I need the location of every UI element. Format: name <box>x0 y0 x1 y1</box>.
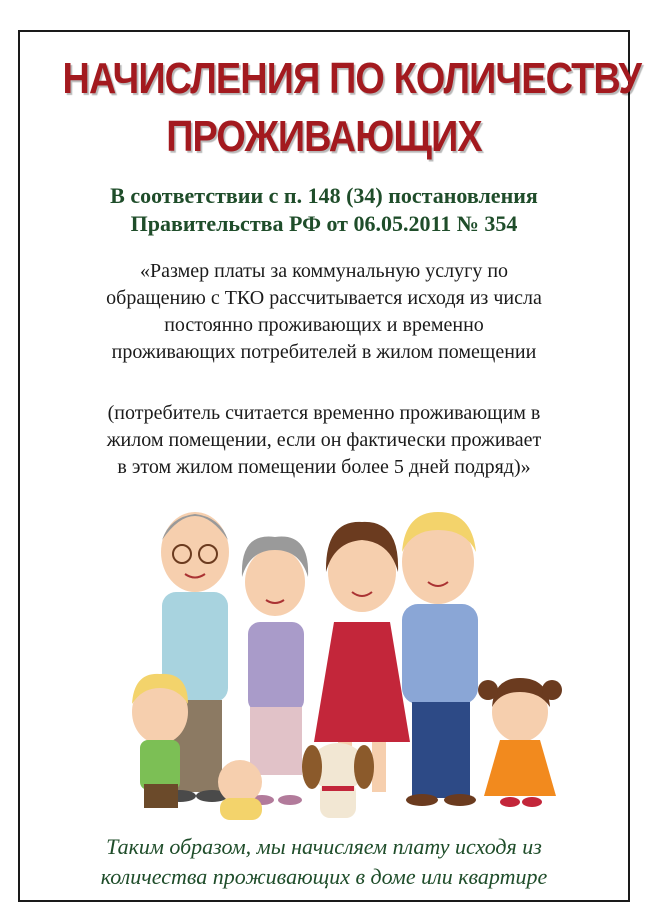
baby-figure <box>218 760 262 820</box>
legal-reference-line-1: В соответствии с п. 148 (34) постановления <box>110 183 538 208</box>
father-figure <box>402 512 478 806</box>
note-line-1: (потребитель считается временно проживающим в <box>107 402 541 424</box>
title-line-1: НАЧИСЛЕНИЯ ПО КОЛИЧЕСТВУ <box>62 54 642 103</box>
family-illustration <box>100 482 580 822</box>
note-paragraph <box>20 400 628 481</box>
title-line-2: ПРОЖИВАЮЩИХ <box>166 112 482 161</box>
conclusion-line-1: Таким образом, мы начисляем плату исходя из <box>106 834 542 859</box>
note-line-2: жилом помещении, если он фактически проживает <box>106 429 542 451</box>
quote-paragraph <box>20 258 628 366</box>
poster-frame <box>18 30 642 902</box>
quote-line-3: постоянно проживающих и временно <box>164 314 484 336</box>
legal-reference-line-2: Правительства РФ от 06.05.2011 № 354 <box>130 211 518 236</box>
note-line-3: в этом жилом помещении более 5 дней подряд)» <box>117 456 531 478</box>
poster-title <box>62 50 642 166</box>
dog-figure <box>302 743 374 818</box>
conclusion-line-2: количества проживающих в доме или квартире <box>100 864 548 889</box>
quote-line-2: обращению с ТКО рассчитывается исходя из числа <box>106 287 542 309</box>
conclusion-text <box>20 832 628 892</box>
quote-line-4: проживающих потребителей в жилом помещении <box>111 341 537 363</box>
little-girl-figure <box>478 678 562 807</box>
quote-line-1: «Размер платы за коммунальную услугу по <box>139 260 509 282</box>
legal-reference <box>20 182 628 238</box>
